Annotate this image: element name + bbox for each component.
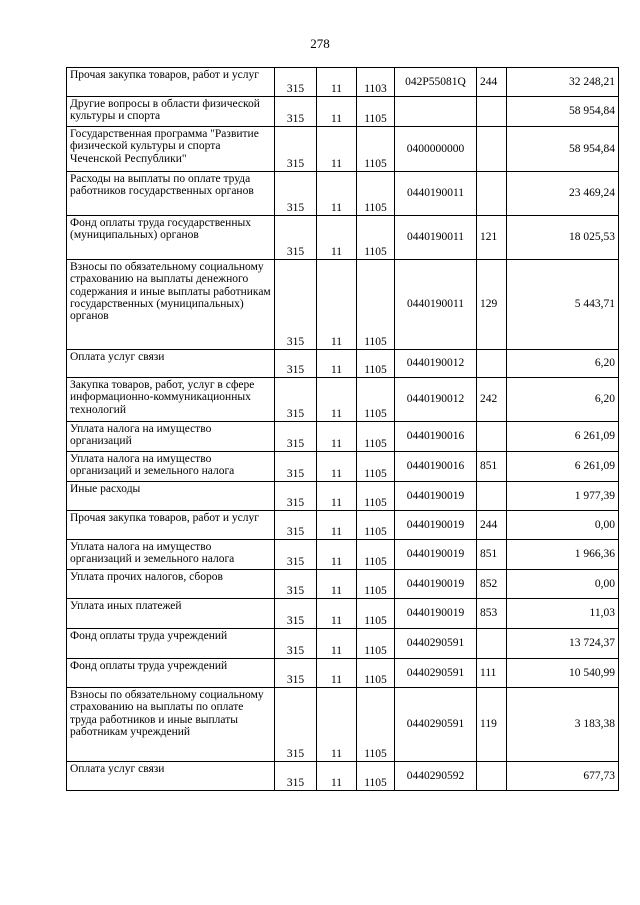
row-name: Прочая закупка товаров, работ и услуг bbox=[67, 511, 275, 540]
row-name: Взносы по обязательному социальному страхованию на выплаты денежного содержания и иные выплаты работникам государственных (муниципальных) органов bbox=[67, 260, 275, 350]
row-name: Уплата налога на имущество организаций bbox=[67, 422, 275, 452]
row-code-section: 11 bbox=[317, 482, 357, 511]
row-code-expense-type: 111 bbox=[477, 659, 507, 688]
row-code-subsection: 1105 bbox=[357, 762, 395, 791]
row-name: Прочая закупка товаров, работ и услуг bbox=[67, 68, 275, 97]
row-code-target: 0440290591 bbox=[395, 688, 477, 762]
row-code-ministry: 315 bbox=[275, 659, 317, 688]
row-code-ministry: 315 bbox=[275, 540, 317, 570]
row-code-subsection: 1105 bbox=[357, 570, 395, 599]
row-name: Оплата услуг связи bbox=[67, 762, 275, 791]
row-code-target: 0440190019 bbox=[395, 482, 477, 511]
row-code-section: 11 bbox=[317, 762, 357, 791]
row-code-ministry: 315 bbox=[275, 482, 317, 511]
row-code-ministry: 315 bbox=[275, 629, 317, 659]
row-amount: 0,00 bbox=[507, 570, 619, 599]
row-code-section: 11 bbox=[317, 540, 357, 570]
row-code-ministry: 315 bbox=[275, 260, 317, 350]
row-code-target: 0440190011 bbox=[395, 260, 477, 350]
table-row bbox=[67, 762, 619, 791]
row-code-section: 11 bbox=[317, 172, 357, 216]
row-code-ministry: 315 bbox=[275, 216, 317, 260]
row-code-ministry: 315 bbox=[275, 511, 317, 540]
row-amount: 6 261,09 bbox=[507, 422, 619, 452]
page-number: 278 bbox=[310, 36, 330, 51]
row-code-section: 11 bbox=[317, 97, 357, 127]
row-code-expense-type: 851 bbox=[477, 452, 507, 482]
table-row bbox=[67, 540, 619, 570]
row-code-ministry: 315 bbox=[275, 378, 317, 422]
row-amount: 32 248,21 bbox=[507, 68, 619, 97]
row-code-subsection: 1105 bbox=[357, 511, 395, 540]
budget-table-body bbox=[67, 68, 619, 791]
row-amount: 11,03 bbox=[507, 599, 619, 629]
row-code-target: 0440290592 bbox=[395, 762, 477, 791]
row-code-target: 0440190016 bbox=[395, 422, 477, 452]
row-code-expense-type bbox=[477, 762, 507, 791]
row-code-ministry: 315 bbox=[275, 68, 317, 97]
row-code-expense-type bbox=[477, 482, 507, 511]
row-code-ministry: 315 bbox=[275, 452, 317, 482]
row-code-ministry: 315 bbox=[275, 350, 317, 378]
row-amount: 3 183,38 bbox=[507, 688, 619, 762]
table-row bbox=[67, 97, 619, 127]
table-row bbox=[67, 511, 619, 540]
table-row bbox=[67, 127, 619, 172]
row-amount: 6,20 bbox=[507, 378, 619, 422]
table-row bbox=[67, 688, 619, 762]
row-code-ministry: 315 bbox=[275, 422, 317, 452]
row-code-target: 0440190019 bbox=[395, 599, 477, 629]
table-row bbox=[67, 350, 619, 378]
table-row bbox=[67, 599, 619, 629]
row-code-section: 11 bbox=[317, 68, 357, 97]
table-row bbox=[67, 172, 619, 216]
table-row bbox=[67, 68, 619, 97]
row-code-expense-type: 129 bbox=[477, 260, 507, 350]
row-name: Фонд оплаты труда государственных (муниципальных) органов bbox=[67, 216, 275, 260]
row-code-section: 11 bbox=[317, 127, 357, 172]
row-amount: 23 469,24 bbox=[507, 172, 619, 216]
row-amount: 0,00 bbox=[507, 511, 619, 540]
row-code-target: 0440190016 bbox=[395, 452, 477, 482]
row-name: Фонд оплаты труда учреждений bbox=[67, 659, 275, 688]
row-code-subsection: 1105 bbox=[357, 350, 395, 378]
row-code-section: 11 bbox=[317, 599, 357, 629]
row-code-section: 11 bbox=[317, 350, 357, 378]
row-amount: 6,20 bbox=[507, 350, 619, 378]
table-row bbox=[67, 570, 619, 599]
row-name: Уплата налога на имущество организаций и земельного налога bbox=[67, 540, 275, 570]
row-code-section: 11 bbox=[317, 452, 357, 482]
row-code-expense-type bbox=[477, 350, 507, 378]
row-code-expense-type: 244 bbox=[477, 68, 507, 97]
table-row bbox=[67, 629, 619, 659]
row-code-target: 0440190011 bbox=[395, 216, 477, 260]
row-code-expense-type: 242 bbox=[477, 378, 507, 422]
row-amount: 1 966,36 bbox=[507, 540, 619, 570]
row-code-expense-type: 851 bbox=[477, 540, 507, 570]
row-code-expense-type bbox=[477, 422, 507, 452]
row-code-subsection: 1105 bbox=[357, 599, 395, 629]
table-row bbox=[67, 452, 619, 482]
row-amount: 6 261,09 bbox=[507, 452, 619, 482]
row-code-subsection: 1105 bbox=[357, 482, 395, 511]
row-name: Взносы по обязательному социальному страхованию на выплаты по оплате труда работников и иные выплаты работникам учреждений bbox=[67, 688, 275, 762]
row-code-subsection: 1105 bbox=[357, 688, 395, 762]
row-code-expense-type: 853 bbox=[477, 599, 507, 629]
row-name: Государственная программа "Развитие физической культуры и спорта Чеченской Республики" bbox=[67, 127, 275, 172]
row-name: Иные расходы bbox=[67, 482, 275, 511]
table-row bbox=[67, 659, 619, 688]
row-code-section: 11 bbox=[317, 260, 357, 350]
budget-table bbox=[66, 67, 619, 791]
row-amount: 13 724,37 bbox=[507, 629, 619, 659]
row-code-expense-type bbox=[477, 629, 507, 659]
row-code-ministry: 315 bbox=[275, 762, 317, 791]
table-row bbox=[67, 422, 619, 452]
row-code-target: 042P55081Q bbox=[395, 68, 477, 97]
row-code-section: 11 bbox=[317, 378, 357, 422]
row-code-subsection: 1105 bbox=[357, 127, 395, 172]
row-code-expense-type: 121 bbox=[477, 216, 507, 260]
row-code-ministry: 315 bbox=[275, 599, 317, 629]
row-code-target: 0440190012 bbox=[395, 350, 477, 378]
row-code-subsection: 1105 bbox=[357, 260, 395, 350]
row-code-target: 0440290591 bbox=[395, 659, 477, 688]
row-amount: 677,73 bbox=[507, 762, 619, 791]
row-code-subsection: 1105 bbox=[357, 97, 395, 127]
row-code-subsection: 1105 bbox=[357, 216, 395, 260]
row-code-expense-type bbox=[477, 172, 507, 216]
row-amount: 10 540,99 bbox=[507, 659, 619, 688]
row-code-target: 0440290591 bbox=[395, 629, 477, 659]
row-code-subsection: 1105 bbox=[357, 378, 395, 422]
row-code-target: 0440190011 bbox=[395, 172, 477, 216]
row-code-expense-type: 119 bbox=[477, 688, 507, 762]
row-code-expense-type: 244 bbox=[477, 511, 507, 540]
row-name: Уплата налога на имущество организаций и земельного налога bbox=[67, 452, 275, 482]
row-code-subsection: 1105 bbox=[357, 172, 395, 216]
row-amount: 1 977,39 bbox=[507, 482, 619, 511]
row-code-section: 11 bbox=[317, 216, 357, 260]
row-name: Расходы на выплаты по оплате труда работников государственных органов bbox=[67, 172, 275, 216]
table-row bbox=[67, 378, 619, 422]
row-amount: 5 443,71 bbox=[507, 260, 619, 350]
row-code-ministry: 315 bbox=[275, 97, 317, 127]
row-code-subsection: 1105 bbox=[357, 540, 395, 570]
row-code-ministry: 315 bbox=[275, 127, 317, 172]
row-code-target: 0440190019 bbox=[395, 511, 477, 540]
row-name: Другие вопросы в области физической культуры и спорта bbox=[67, 97, 275, 127]
row-code-section: 11 bbox=[317, 688, 357, 762]
row-code-target: 0440190019 bbox=[395, 570, 477, 599]
row-code-ministry: 315 bbox=[275, 688, 317, 762]
row-name: Фонд оплаты труда учреждений bbox=[67, 629, 275, 659]
row-code-target bbox=[395, 97, 477, 127]
row-code-ministry: 315 bbox=[275, 172, 317, 216]
row-amount: 18 025,53 bbox=[507, 216, 619, 260]
row-code-subsection: 1103 bbox=[357, 68, 395, 97]
table-row bbox=[67, 260, 619, 350]
row-code-section: 11 bbox=[317, 629, 357, 659]
row-code-section: 11 bbox=[317, 422, 357, 452]
row-name: Уплата прочих налогов, сборов bbox=[67, 570, 275, 599]
row-code-ministry: 315 bbox=[275, 570, 317, 599]
table-row bbox=[67, 482, 619, 511]
row-name: Оплата услуг связи bbox=[67, 350, 275, 378]
row-code-subsection: 1105 bbox=[357, 629, 395, 659]
row-code-section: 11 bbox=[317, 511, 357, 540]
row-code-target: 0400000000 bbox=[395, 127, 477, 172]
row-code-subsection: 1105 bbox=[357, 659, 395, 688]
row-code-target: 0440190019 bbox=[395, 540, 477, 570]
row-name: Уплата иных платежей bbox=[67, 599, 275, 629]
row-code-target: 0440190012 bbox=[395, 378, 477, 422]
row-name: Закупка товаров, работ, услуг в сфере информационно-коммуникационных технологий bbox=[67, 378, 275, 422]
row-code-expense-type bbox=[477, 127, 507, 172]
table-row bbox=[67, 216, 619, 260]
row-amount: 58 954,84 bbox=[507, 97, 619, 127]
row-code-subsection: 1105 bbox=[357, 452, 395, 482]
row-code-subsection: 1105 bbox=[357, 422, 395, 452]
row-code-section: 11 bbox=[317, 659, 357, 688]
row-code-expense-type: 852 bbox=[477, 570, 507, 599]
row-amount: 58 954,84 bbox=[507, 127, 619, 172]
row-code-expense-type bbox=[477, 97, 507, 127]
row-code-section: 11 bbox=[317, 570, 357, 599]
